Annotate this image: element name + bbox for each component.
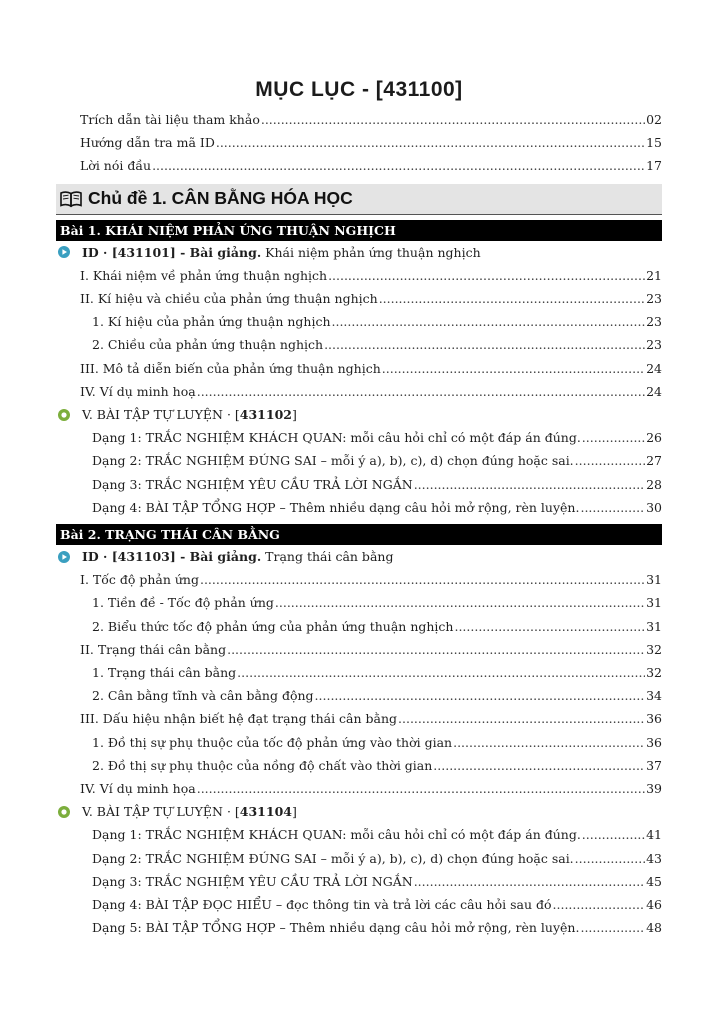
toc-entry[interactable]: [56, 426, 662, 449]
toc-entry-label: Dạng 1: TRẮC NGHIỆM KHÁCH QUAN: mỗi câu hỏi chỉ có một đáp án đúng.: [92, 430, 581, 446]
leader-dots: [315, 684, 646, 707]
toc-entry-page: 23: [646, 291, 662, 307]
toc-entry[interactable]: [56, 731, 662, 754]
exercise-id: 431104: [239, 804, 292, 820]
lesson-header[interactable]: Bài 1. KHÁI NIỆM PHẢN ỨNG THUẬN NGHỊCH: [56, 220, 662, 241]
toc-entry-label: Hướng dẫn tra mã ID: [80, 135, 215, 151]
toc-entry-label: 2. Biểu thức tốc độ phản ứng của phản ứng thuận nghịch: [92, 618, 454, 634]
toc-entry-page: 31: [646, 618, 662, 634]
leader-dots: [582, 823, 645, 846]
exercise-prefix: V. BÀI TẬP TỰ LUYỆN · [: [82, 804, 240, 820]
leader-dots: [582, 426, 645, 449]
lecture-title: Trạng thái cân bằng: [265, 549, 394, 565]
toc-entry[interactable]: [56, 916, 662, 939]
leader-dots: [453, 731, 645, 754]
toc-entry-label: Dạng 5: BÀI TẬP TỔNG HỢP – Thêm nhiều dạng câu hỏi mở rộng, rèn luyện.: [92, 920, 580, 936]
lecture-title: Khái niệm phản ứng thuận nghịch: [265, 244, 481, 260]
leader-dots: [379, 287, 645, 310]
toc-entry-label: Lời nói đầu: [80, 158, 152, 174]
leader-dots: [580, 916, 645, 939]
toc-entry-label: Dạng 1: TRẮC NGHIỆM KHÁCH QUAN: mỗi câu hỏi chỉ có một đáp án đúng.: [92, 827, 581, 843]
leader-dots: [197, 777, 645, 800]
toc-entry-page: 23: [646, 314, 662, 330]
toc-entry[interactable]: [56, 707, 662, 730]
toc-entry[interactable]: [56, 638, 662, 661]
toc-entry[interactable]: [56, 661, 662, 684]
toc-entry-label: 2. Chiều của phản ứng thuận nghịch: [92, 337, 324, 353]
toc-entry[interactable]: [56, 310, 662, 333]
toc-entry[interactable]: [56, 357, 662, 380]
exercise-id: 431102: [239, 407, 292, 423]
toc-entry-page: 36: [646, 734, 662, 750]
exercise-suffix: ]: [291, 804, 297, 820]
circle-icon: [58, 806, 70, 818]
toc-entry-label: 1. Kí hiệu của phản ứng thuận nghịch: [92, 314, 331, 330]
toc-entry-label: Dạng 2: TRẮC NGHIỆM ĐÚNG SAI – mỗi ý a), b), c), d) chọn đúng hoặc sai.: [92, 453, 574, 469]
lecture-entry[interactable]: [56, 241, 662, 264]
toc-entry-page: 48: [646, 920, 662, 936]
leader-dots: [332, 310, 646, 333]
toc-entry-label: I. Tốc độ phản ứng: [80, 572, 199, 588]
toc-entry-label: III. Mô tả diễn biến của phản ứng thuận nghịch: [80, 360, 381, 376]
toc-entry-page: 30: [646, 499, 662, 515]
toc-entry-label: Dạng 3: TRẮC NGHIỆM YÊU CẦU TRẢ LỜI NGẮN: [92, 476, 413, 492]
toc-entry[interactable]: [56, 108, 662, 131]
book-icon: [60, 190, 82, 208]
toc-entry-label: 2. Cân bằng tĩnh và cân bằng động: [92, 688, 314, 704]
toc-entry-label: II. Trạng thái cân bằng: [80, 641, 227, 657]
toc-entry-page: 23: [646, 337, 662, 353]
toc-entry-page: 24: [646, 383, 662, 399]
toc-entry[interactable]: [56, 131, 662, 154]
leader-dots: [382, 357, 645, 380]
toc-entry-page: 43: [646, 850, 662, 866]
toc-entry-page: 24: [646, 360, 662, 376]
exercise-entry[interactable]: [56, 403, 662, 426]
play-icon: [58, 551, 70, 563]
exercise-prefix: V. BÀI TẬP TỰ LUYỆN · [: [82, 407, 240, 423]
leader-dots: [553, 893, 646, 916]
toc-entry-label: I. Khái niệm về phản ứng thuận nghịch: [80, 267, 328, 283]
leader-dots: [216, 131, 645, 154]
toc-entry-page: 31: [646, 595, 662, 611]
toc-entry-page: 17: [646, 158, 662, 174]
toc-entry-page: 15: [646, 135, 662, 151]
leader-dots: [237, 661, 645, 684]
toc-entry[interactable]: [56, 380, 662, 403]
toc-entry[interactable]: [56, 870, 662, 893]
leader-dots: [324, 333, 645, 356]
toc-entry[interactable]: [56, 568, 662, 591]
toc-entry-label: IV. Ví dụ minh hoạ: [80, 383, 196, 399]
toc-entry[interactable]: [56, 333, 662, 356]
lesson-header[interactable]: Bài 2. TRẠNG THÁI CÂN BẰNG: [56, 524, 662, 545]
leader-dots: [414, 870, 645, 893]
leader-dots: [414, 473, 645, 496]
exercise-suffix: ]: [291, 407, 297, 423]
toc-entry[interactable]: [56, 823, 662, 846]
exercise-entry[interactable]: [56, 800, 662, 823]
toc-entry-label: Trích dẫn tài liệu tham khảo: [80, 112, 260, 127]
leader-dots: [197, 380, 645, 403]
toc-entry-label: II. Kí hiệu và chiều của phản ứng thuận nghịch: [80, 291, 378, 307]
toc-entry-page: 32: [646, 641, 662, 657]
toc-entry-label: 1. Trạng thái cân bằng: [92, 665, 237, 681]
toc-entry-page: 27: [646, 453, 662, 469]
page-title: MỤC LỤC - [431100]: [255, 78, 463, 101]
leader-dots: [152, 154, 645, 177]
toc-entry-page: 41: [646, 827, 662, 843]
toc-entry-label: IV. Ví dụ minh họa: [80, 781, 196, 797]
toc-entry[interactable]: [56, 287, 662, 310]
toc-entry[interactable]: [56, 496, 662, 519]
toc-entry[interactable]: [56, 754, 662, 777]
lecture-entry[interactable]: [56, 545, 662, 568]
toc-entry-page: 45: [646, 873, 662, 889]
toc-entry-page: 36: [646, 711, 662, 727]
lecture-id: ID · [431101] - Bài giảng.: [82, 244, 262, 260]
toc-entry[interactable]: [56, 847, 662, 870]
toc-entry-label: III. Dấu hiệu nhận biết hệ đạt trạng thái cân bằng: [80, 711, 398, 727]
toc-entry[interactable]: [56, 777, 662, 800]
toc-entry-page: 34: [646, 688, 662, 704]
toc-entry[interactable]: [56, 473, 662, 496]
lecture-id: ID · [431103] - Bài giảng.: [82, 549, 262, 565]
leader-dots: [454, 615, 645, 638]
leader-dots: [580, 496, 645, 519]
leader-dots: [575, 449, 645, 472]
circle-icon: [58, 409, 70, 421]
topic-title: Chủ đề 1. CÂN BẰNG HÓA HỌC: [88, 188, 353, 209]
toc-entry-label: Dạng 2: TRẮC NGHIỆM ĐÚNG SAI – mỗi ý a), b), c), d) chọn đúng hoặc sai.: [92, 850, 574, 866]
toc-entry-page: 32: [646, 665, 662, 681]
toc-entry[interactable]: [56, 684, 662, 707]
leader-dots: [200, 568, 645, 591]
toc-entry-label: Dạng 4: BÀI TẬP TỔNG HỢP – Thêm nhiều dạng câu hỏi mở rộng, rèn luyện.: [92, 499, 580, 515]
play-icon: [58, 246, 70, 258]
toc-entry[interactable]: [56, 591, 662, 614]
toc-entry[interactable]: [56, 264, 662, 287]
leader-dots: [433, 754, 645, 777]
toc-entry-label: 1. Đồ thị sự phụ thuộc của tốc độ phản ứng vào thời gian: [92, 734, 453, 750]
toc-entry-page: 37: [646, 757, 662, 773]
toc-entry[interactable]: [56, 154, 662, 177]
leader-dots: [275, 591, 645, 614]
leader-dots: [227, 638, 645, 661]
toc-entry-page: 21: [646, 267, 662, 283]
leader-dots: [328, 264, 645, 287]
toc-entry-page: 31: [646, 572, 662, 588]
toc-entry[interactable]: [56, 449, 662, 472]
toc-entry-page: 46: [646, 897, 662, 913]
toc-entry[interactable]: [56, 893, 662, 916]
toc-entry-page: 26: [646, 430, 662, 446]
toc-entry-page: 28: [646, 476, 662, 492]
topic-header[interactable]: [56, 184, 662, 215]
toc-entry-label: 1. Tiền đề - Tốc độ phản ứng: [92, 595, 274, 611]
toc-entry[interactable]: [56, 615, 662, 638]
toc-page: [56, 78, 662, 940]
toc-entry-page: 39: [646, 781, 662, 797]
toc-entry-label: Dạng 4: BÀI TẬP ĐỌC HIỂU – đọc thông tin và trả lời các câu hỏi sau đó: [92, 897, 552, 913]
leader-dots: [575, 847, 645, 870]
toc-entry-label: 2. Đồ thị sự phụ thuộc của nồng độ chất vào thời gian: [92, 757, 433, 773]
leader-dots: [261, 108, 645, 131]
leader-dots: [398, 707, 645, 730]
toc-entry-label: Dạng 3: TRẮC NGHIỆM YÊU CẦU TRẢ LỜI NGẮN: [92, 873, 413, 889]
toc-entry-page: 02: [646, 112, 662, 127]
